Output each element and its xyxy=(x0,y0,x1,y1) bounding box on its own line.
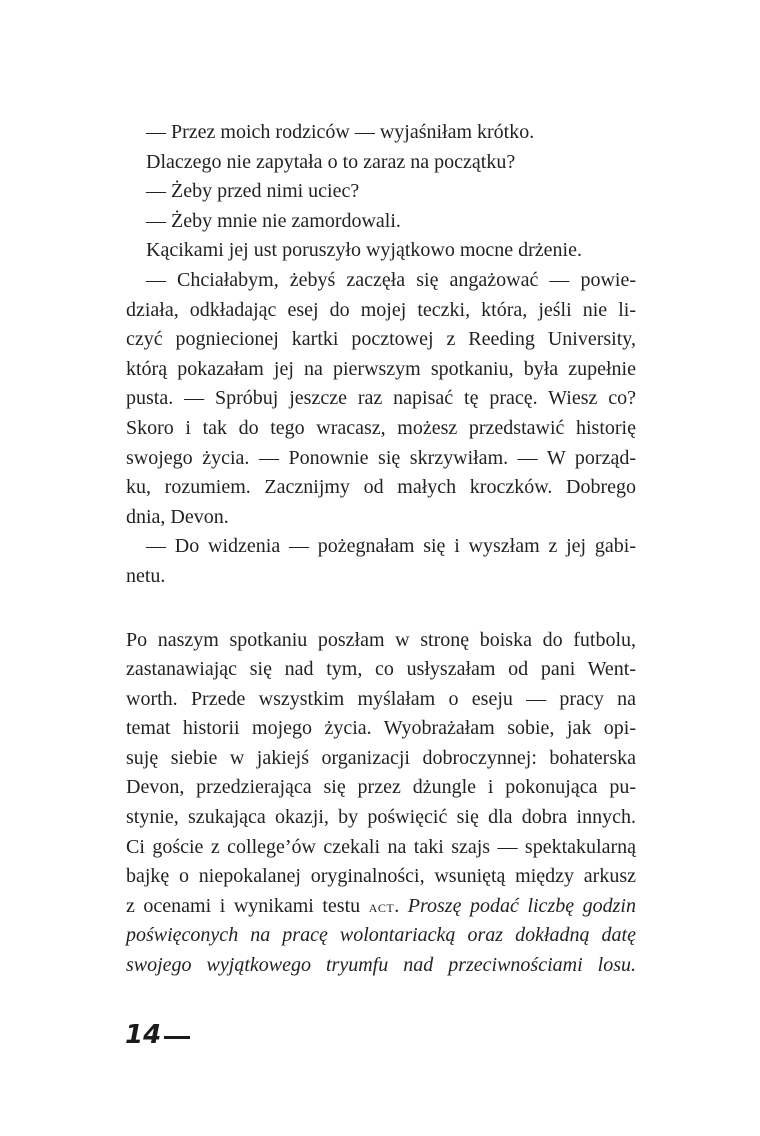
section-break xyxy=(126,592,636,626)
text-line: działa, odkładając esej do mojej teczki, która, jeśli nie li- xyxy=(126,298,636,321)
dialogue-section xyxy=(126,118,636,592)
narrative-section xyxy=(126,626,636,981)
text-line: suję siebie w jakiejś organizacji dobroczynnej: bohaterska xyxy=(126,746,636,769)
text-line: dnia, Devon. xyxy=(126,505,229,528)
text-line: Dlaczego nie zapytała o to zaraz na początku? xyxy=(146,150,516,173)
italic-fragment: Proszę podać liczbę godzin xyxy=(407,894,636,917)
text-line: — Żeby mnie nie zamordowali. xyxy=(146,209,401,232)
text-line: — Żeby przed nimi uciec? xyxy=(146,180,360,203)
text-line: — Do widzenia — pożegnałam się i wyszłam z jej gabi- xyxy=(146,535,636,558)
text-line: ku, rozumiem. Zacznijmy od małych kroczków. Dobrego xyxy=(126,476,636,499)
page-number xyxy=(125,1020,190,1050)
text-line-mixed xyxy=(126,892,636,922)
text-line: bajkę o niepokalanej oryginalności, wsuniętą między arkusz xyxy=(126,865,636,888)
italic-text-line: swojego wyjątkowego tryumfu nad przeciwnościami losu. xyxy=(126,954,636,977)
text-line: Ci goście z college’ów czekali na taki szajs — spektakularną xyxy=(126,835,636,858)
text-line: Po naszym spotkaniu poszłam w stronę boiska do futbolu, xyxy=(126,628,636,651)
text-line: — Chciałabym, żebyś zaczęła się angażować — powie- xyxy=(146,268,636,291)
book-page xyxy=(126,118,636,981)
abbreviation-act: act xyxy=(368,896,395,916)
text-line: — Przez moich rodziców — wyjaśniłam krótko. xyxy=(146,121,535,143)
text-line: temat historii mojego życia. Wyobrażałam sobie, jak opi- xyxy=(126,717,636,740)
page-number-text: 14 xyxy=(125,1020,162,1050)
text-line: Skoro i tak do tego wracasz, możesz przedstawić historię xyxy=(126,416,636,439)
text-line: swojego życia. — Ponownie się skrzywiłam. — W porząd- xyxy=(126,446,636,469)
text-fragment: . xyxy=(394,894,408,917)
text-line: Kącikami jej ust poruszyło wyjątkowo mocne drżenie. xyxy=(146,239,582,262)
text-line: czyć pogniecionej kartki pocztowej z Reeding University, xyxy=(126,328,636,351)
text-line: pusta. — Spróbuj jeszcze raz napisać tę pracę. Wiesz co? xyxy=(126,387,636,410)
text-line: stynie, szukająca okazji, by poświęcić się dla dobra innych. xyxy=(126,806,636,829)
page-number-dash xyxy=(164,1036,190,1039)
text-fragment: z ocenami i wynikami testu xyxy=(126,894,369,917)
text-line: netu. xyxy=(126,564,166,587)
text-line: worth. Przede wszystkim myślałam o eseju — pracy na xyxy=(126,687,636,710)
text-line: Devon, przedzierająca się przez dżungle i pokonująca pu- xyxy=(126,776,636,799)
italic-text-line: poświęconych na pracę wolontariacką oraz dokładną datę xyxy=(126,924,636,947)
text-line: którą pokazałam jej na pierwszym spotkaniu, była zupełnie xyxy=(126,357,636,380)
text-line: zastanawiając się nad tym, co usłyszałam od pani Went- xyxy=(126,658,636,681)
